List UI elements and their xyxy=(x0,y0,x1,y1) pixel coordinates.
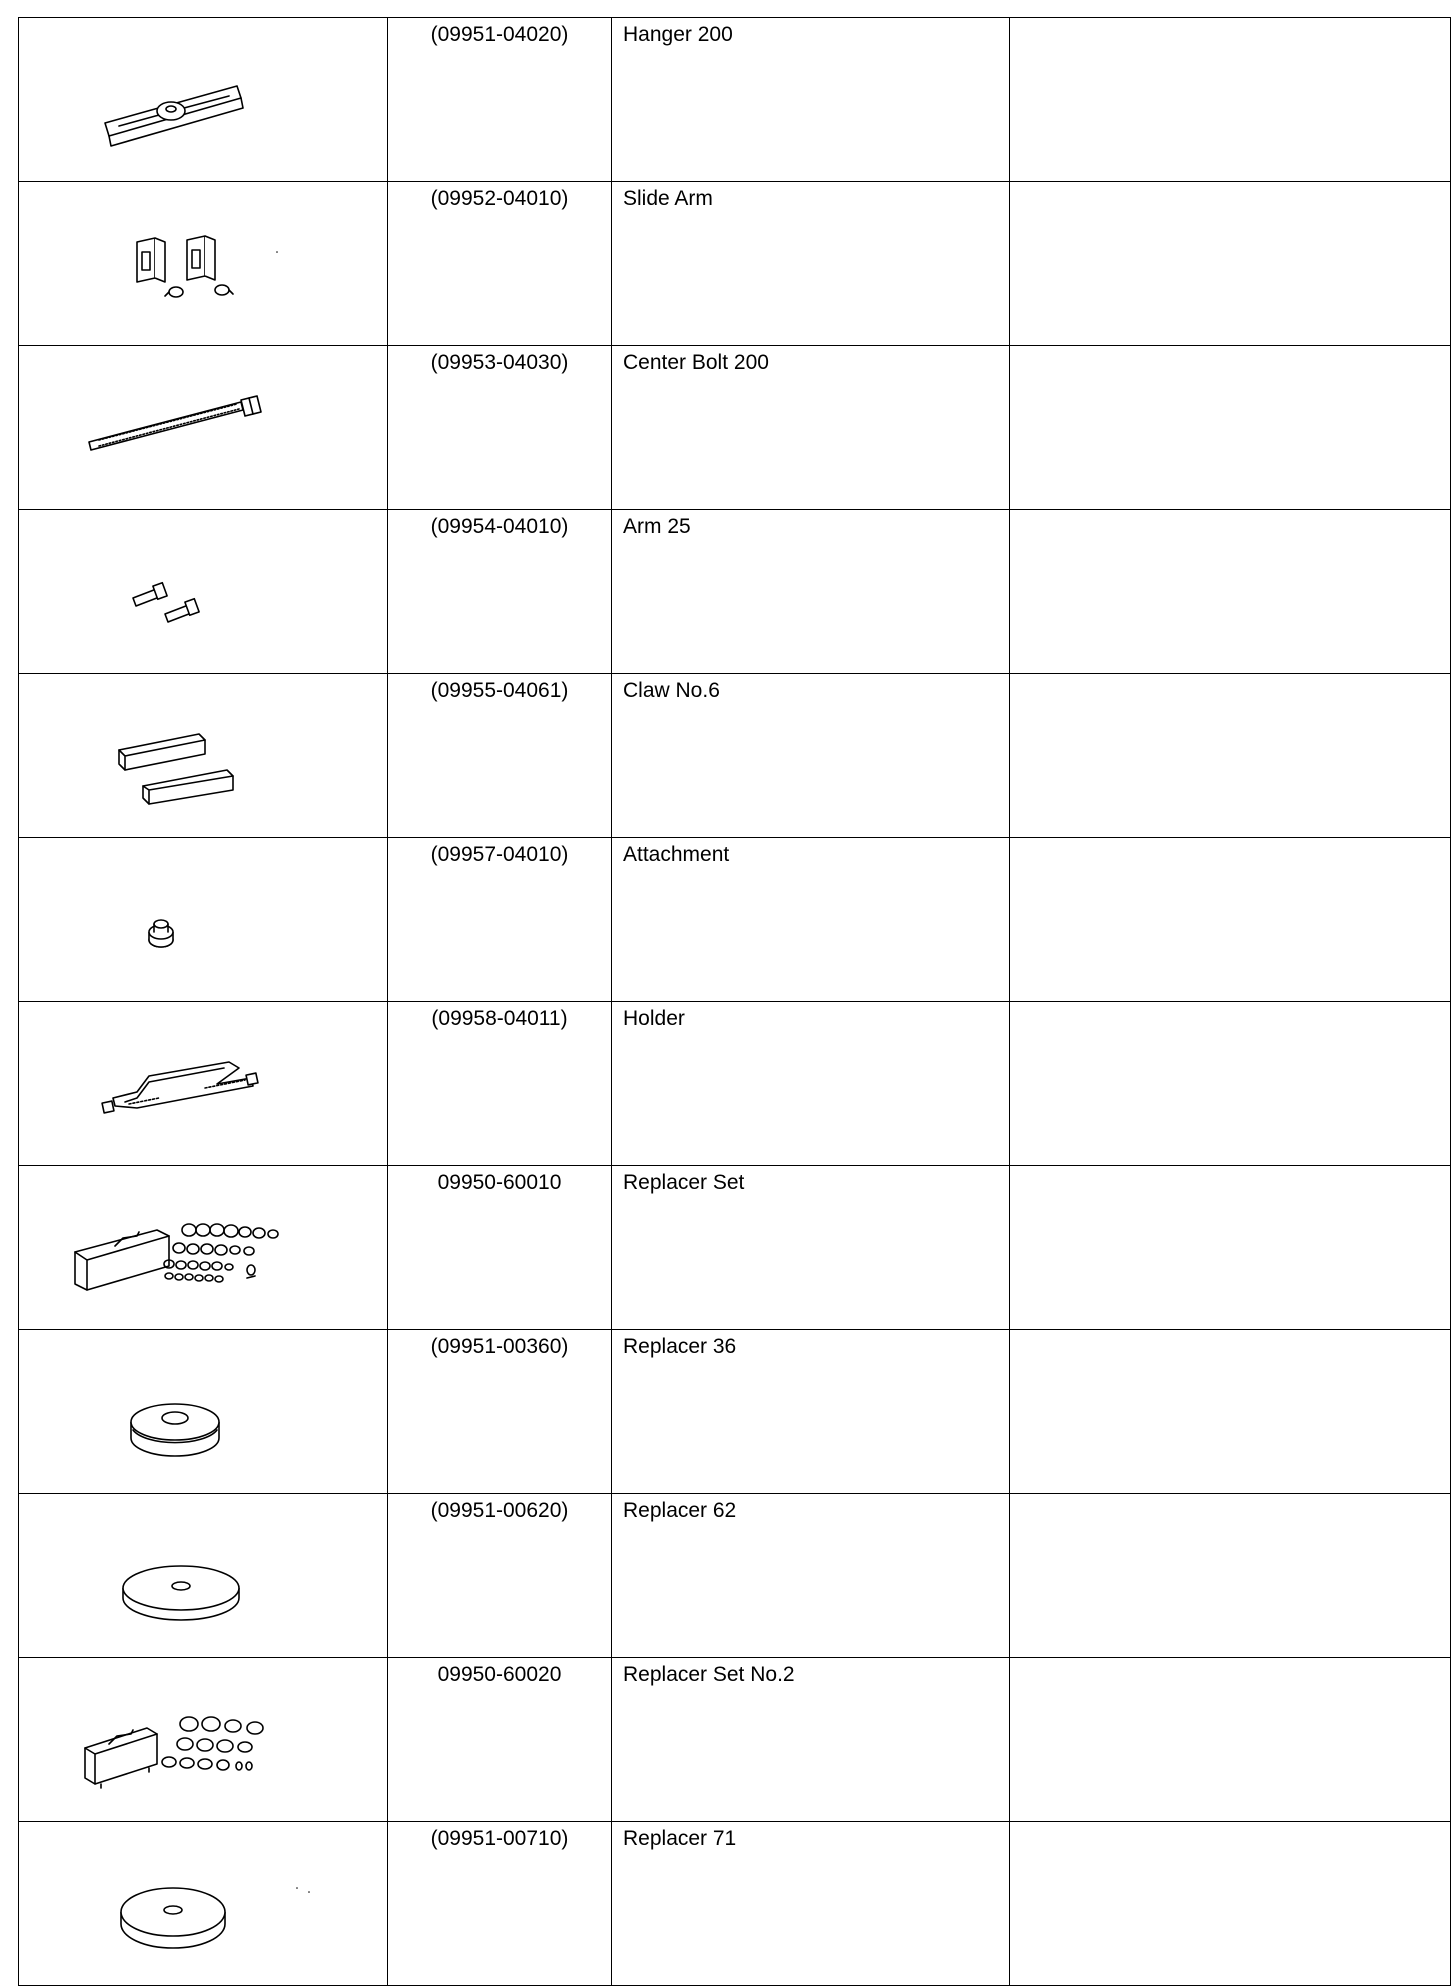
notes-cell xyxy=(1010,1822,1451,1986)
replacer-disc-icon xyxy=(19,1822,387,1980)
arm-icon xyxy=(19,510,387,668)
slide-arm-icon xyxy=(19,182,387,340)
table-row xyxy=(19,510,1451,674)
tool-image-cell xyxy=(19,1166,388,1330)
tool-name: Replacer 71 xyxy=(612,1822,1010,1986)
tool-name: Attachment xyxy=(612,838,1010,1002)
notes-cell xyxy=(1010,1494,1451,1658)
notes-cell xyxy=(1010,1330,1451,1494)
tool-image-cell xyxy=(19,510,388,674)
table-row xyxy=(19,1658,1451,1822)
tool-image-cell xyxy=(19,1002,388,1166)
holder-icon xyxy=(19,1002,387,1160)
tool-table xyxy=(18,17,1451,1986)
part-number: (09958-04011) xyxy=(388,1002,612,1166)
part-number: (09954-04010) xyxy=(388,510,612,674)
table-row xyxy=(19,1166,1451,1330)
tool-image-cell xyxy=(19,1494,388,1658)
tool-name: Center Bolt 200 xyxy=(612,346,1010,510)
notes-cell xyxy=(1010,510,1451,674)
notes-cell xyxy=(1010,18,1451,182)
table-row xyxy=(19,1494,1451,1658)
part-number: (09951-04020) xyxy=(388,18,612,182)
replacer-disc-icon xyxy=(19,1330,387,1488)
center-bolt-icon xyxy=(19,346,387,504)
part-number: 09950-60010 xyxy=(388,1166,612,1330)
part-number: (09957-04010) xyxy=(388,838,612,1002)
notes-cell xyxy=(1010,346,1451,510)
table-row xyxy=(19,838,1451,1002)
table-row xyxy=(19,1822,1451,1986)
tool-image-cell xyxy=(19,18,388,182)
tool-name: Slide Arm xyxy=(612,182,1010,346)
tool-image-cell xyxy=(19,1658,388,1822)
tool-name: Replacer 62 xyxy=(612,1494,1010,1658)
table-row xyxy=(19,1330,1451,1494)
part-number: (09953-04030) xyxy=(388,346,612,510)
notes-cell xyxy=(1010,1166,1451,1330)
replacer-set-icon xyxy=(19,1166,387,1324)
table-row xyxy=(19,346,1451,510)
attachment-icon xyxy=(19,838,387,996)
hanger-icon xyxy=(19,18,387,176)
notes-cell xyxy=(1010,674,1451,838)
tool-image-cell xyxy=(19,1822,388,1986)
tool-image-cell xyxy=(19,838,388,1002)
table-row xyxy=(19,182,1451,346)
part-number: (09955-04061) xyxy=(388,674,612,838)
tool-image-cell xyxy=(19,1330,388,1494)
part-number: 09950-60020 xyxy=(388,1658,612,1822)
table-row xyxy=(19,18,1451,182)
notes-cell xyxy=(1010,838,1451,1002)
replacer-set-icon xyxy=(19,1658,387,1816)
tool-name: Claw No.6 xyxy=(612,674,1010,838)
part-number: (09952-04010) xyxy=(388,182,612,346)
tool-image-cell xyxy=(19,182,388,346)
notes-cell xyxy=(1010,182,1451,346)
tool-name: Hanger 200 xyxy=(612,18,1010,182)
tool-name: Arm 25 xyxy=(612,510,1010,674)
table-row xyxy=(19,674,1451,838)
tool-name: Replacer Set No.2 xyxy=(612,1658,1010,1822)
notes-cell xyxy=(1010,1658,1451,1822)
part-number: (09951-00710) xyxy=(388,1822,612,1986)
tool-name: Replacer 36 xyxy=(612,1330,1010,1494)
part-number: (09951-00360) xyxy=(388,1330,612,1494)
tool-name: Replacer Set xyxy=(612,1166,1010,1330)
tool-image-cell xyxy=(19,674,388,838)
claw-icon xyxy=(19,674,387,832)
tool-image-cell xyxy=(19,346,388,510)
notes-cell xyxy=(1010,1002,1451,1166)
tool-name: Holder xyxy=(612,1002,1010,1166)
replacer-disc-icon xyxy=(19,1494,387,1652)
part-number: (09951-00620) xyxy=(388,1494,612,1658)
table-row xyxy=(19,1002,1451,1166)
